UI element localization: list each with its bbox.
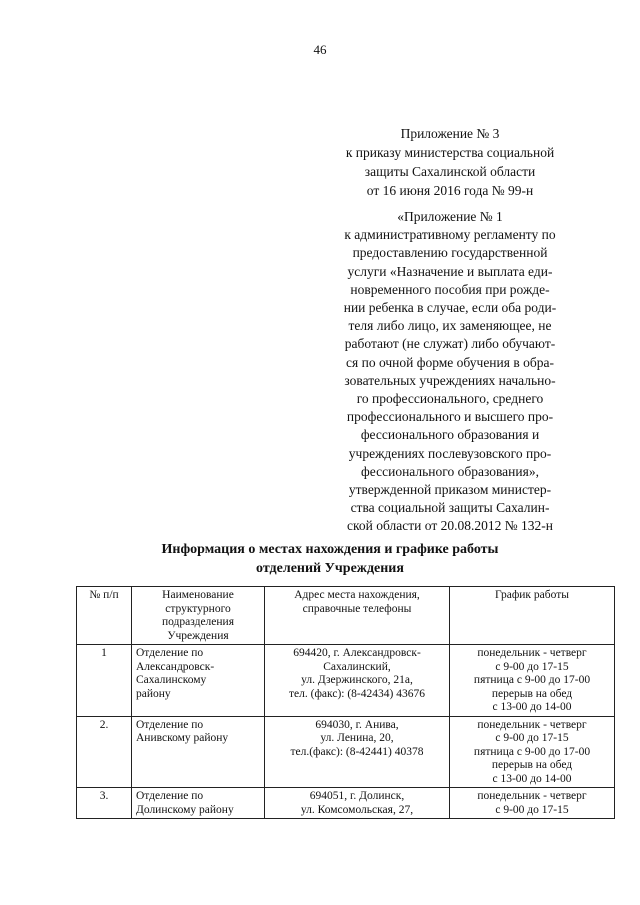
page-number: 46 [313, 42, 327, 57]
header-address [265, 587, 450, 645]
row-unit [132, 788, 265, 819]
row-unit-line: Сахалинскому [136, 674, 207, 686]
appendix3-line: Приложение № 3 [400, 126, 500, 141]
header-unit [132, 587, 265, 645]
appendix1-line: фессионального образования», [361, 463, 539, 479]
appendix1-line: фессионального образования и [360, 427, 540, 443]
table-header-row [77, 587, 615, 645]
row-unit-line: Александровск- [136, 660, 215, 673]
row-num: 2. [77, 716, 132, 788]
appendix3-line: к приказу министерства социальной [345, 145, 555, 160]
header-address-line: справочные телефоны [302, 602, 412, 615]
row-unit-line: району [136, 687, 171, 700]
header-unit-line: структурного [165, 602, 231, 615]
row-address-line: 694420, г. Александровск- [293, 647, 421, 659]
row-schedule-line: с 13-00 до 14-00 [492, 701, 572, 713]
header-schedule: График работы [450, 587, 615, 645]
row-unit-line: Долинскому району [136, 803, 234, 816]
row-schedule [450, 645, 615, 717]
row-address [265, 645, 450, 717]
table-row [77, 788, 615, 819]
appendix3-block [318, 124, 582, 200]
row-num: 1 [77, 645, 132, 717]
appendix1-line: работают (не служат) либо обучают- [344, 336, 556, 352]
row-schedule-line: перерыв на обед [491, 759, 573, 771]
appendix1-line: предоставлению государственной [352, 245, 548, 261]
appendix1-line: «Приложение № 1 [397, 209, 503, 224]
row-num: 3. [77, 788, 132, 819]
row-address-line: тел. (факс): (8-42434) 43676 [289, 687, 425, 700]
appendix1-line: услуги «Назначение и выплата еди- [347, 263, 553, 279]
row-schedule [450, 716, 615, 788]
section-title-line: Информация о местах нахождения и графике работы [161, 542, 499, 557]
row-schedule-line: с 9-00 до 17-15 [495, 660, 569, 673]
appendix1-line: учреждениях послевузовского про- [348, 445, 552, 461]
appendix1-line: теля либо лицо, их заменяющее, не [348, 318, 552, 334]
appendix1-line: го профессионального, среднего [356, 391, 544, 407]
appendix3-line: защиты Сахалинской области [364, 164, 536, 179]
row-address-line: ул. Комсомольская, 27, [300, 803, 414, 816]
row-address [265, 716, 450, 788]
row-unit [132, 645, 265, 717]
table-row [77, 716, 615, 788]
row-schedule-line: понедельник - четверг [477, 718, 587, 731]
row-address [265, 788, 450, 819]
header-address-line: Адрес места нахождения, [294, 589, 420, 601]
appendix1-line: ся по очной форме обучения в обра- [346, 354, 554, 370]
appendix1-line: новременного пособия при рожде- [350, 281, 550, 297]
row-address-line: 694030, г. Анива, [315, 718, 399, 731]
table-row [77, 645, 615, 717]
row-address-line: 694051, г. Долинск, [309, 790, 405, 802]
row-schedule [450, 788, 615, 819]
row-schedule-line: понедельник - четверг [477, 790, 587, 802]
row-schedule-line: перерыв на обед [491, 687, 573, 700]
row-unit [132, 716, 265, 788]
row-unit-line: Анивскому району [136, 732, 229, 744]
appendix1-line: профессионального и высшего про- [346, 409, 554, 425]
appendix3-line: от 16 июня 2016 года № 99-н [366, 183, 534, 198]
header-unit-line: Учреждения [167, 629, 229, 642]
appendix1-line: нии ребенка в случае, если оба роди- [343, 300, 557, 316]
row-address-line: тел.(факс): (8-42441) 40378 [290, 745, 424, 758]
row-schedule-line: с 9-00 до 17-15 [495, 803, 569, 816]
row-address-line: ул. Ленина, 20, [320, 732, 394, 744]
row-schedule-line: пятница с 9-00 до 17-00 [473, 745, 591, 758]
header-unit-line: подразделения [161, 616, 234, 628]
row-unit-line: Отделение по [136, 790, 204, 802]
row-schedule-line: с 13-00 до 14-00 [492, 772, 572, 785]
row-schedule-line: понедельник - четверг [477, 647, 587, 659]
header-num: № п/п [77, 587, 132, 645]
section-title [100, 540, 560, 578]
row-schedule-line: пятница с 9-00 до 17-00 [473, 674, 591, 686]
row-unit-line: Отделение по [136, 647, 204, 659]
offices-table [76, 586, 615, 819]
row-schedule-line: с 9-00 до 17-15 [495, 732, 569, 744]
appendix1-line: утвержденной приказом министер- [348, 482, 552, 498]
section-title-line: отделений Учреждения [256, 561, 404, 576]
row-address-line: ул. Дзержинского, 21а, [301, 674, 413, 686]
appendix1-block [318, 208, 582, 536]
row-address-line: Сахалинский, [323, 660, 391, 673]
appendix1-line: зовательных учреждениях начально- [344, 372, 556, 388]
appendix1-line: к административному регламенту по [344, 227, 556, 243]
appendix1-line: ства социальной защиты Сахалин- [350, 500, 550, 516]
header-unit-line: Наименование [162, 589, 234, 601]
row-unit-line: Отделение по [136, 718, 204, 731]
appendix1-line: ской области от 20.08.2012 № 132-н [347, 518, 553, 534]
